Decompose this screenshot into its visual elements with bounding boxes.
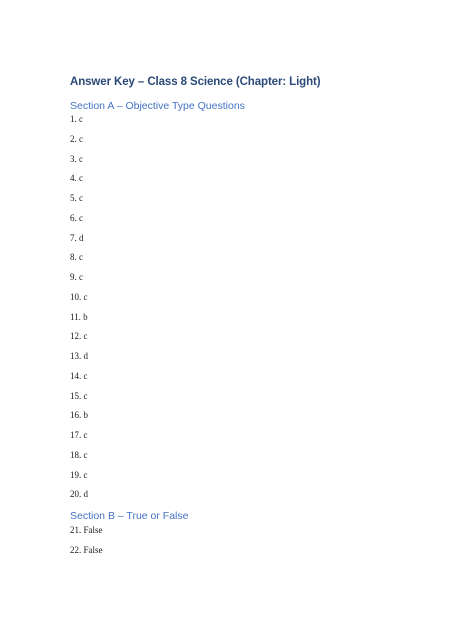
answer-item: 7. d [70, 232, 84, 243]
answer-item: 8. c [70, 252, 83, 263]
section-b-heading: Section B – True or False [70, 510, 189, 522]
page-title: Answer Key – Class 8 Science (Chapter: Light) [70, 76, 321, 88]
answer-item: 14. c [70, 370, 88, 381]
answer-item: 13. d [70, 351, 88, 361]
answer-item: 16. b [70, 410, 88, 421]
answer-item: 3. c [70, 153, 83, 164]
section-a-heading: Section A – Objective Type Questions [70, 100, 245, 112]
answer-item: 11. b [70, 311, 88, 322]
answer-item: 17. c [70, 430, 88, 440]
answer-item: 15. c [70, 390, 88, 401]
answer-item: 19. c [70, 469, 88, 480]
answer-item: 5. c [70, 193, 83, 203]
answer-item: 18. c [70, 449, 88, 460]
answer-item: 9. c [70, 272, 83, 282]
answer-item: 10. c [70, 291, 88, 302]
answer-item: 21. False [70, 525, 103, 535]
answer-item: 4. c [70, 173, 83, 184]
answer-item: 22. False [70, 545, 103, 555]
answer-item: 1. c [70, 114, 83, 124]
answer-item: 2. c [70, 133, 83, 144]
answer-item: 6. c [70, 212, 83, 223]
answer-item: 20. d [70, 489, 88, 500]
answer-item: 12. c [70, 331, 88, 342]
